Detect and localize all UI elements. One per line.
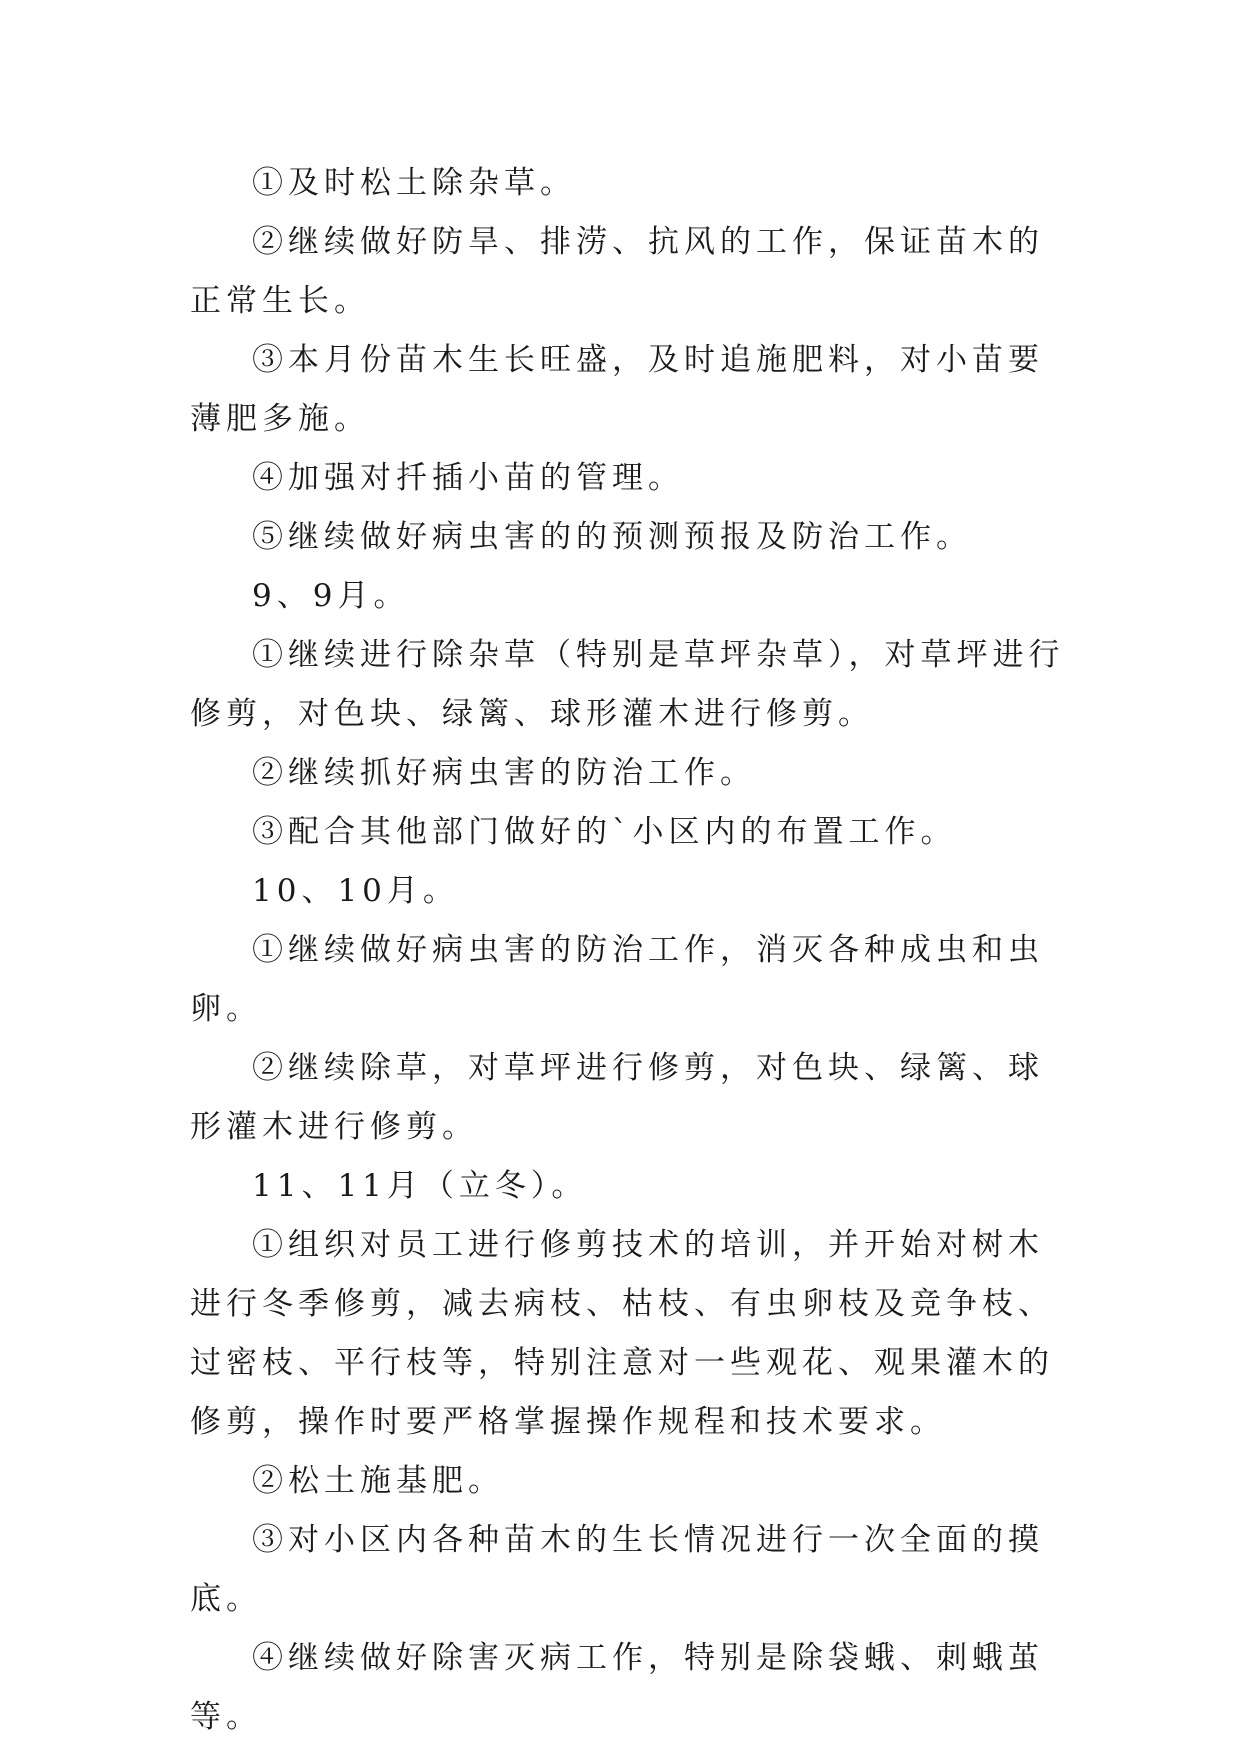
paragraph: ②继续抓好病虫害的防治工作。	[252, 755, 756, 791]
paragraph: ①继续进行除杂草（特别是草坪杂草），对草坪进行修剪，对色块、绿篱、球形灌木进行修剪。	[190, 637, 1065, 732]
section-heading-september: 9、9月。	[252, 578, 410, 614]
paragraph: ③本月份苗木生长旺盛，及时追施肥料，对小苗要薄肥多施。	[190, 342, 1044, 437]
paragraph: ②松土施基肥。	[252, 1463, 504, 1499]
document-body	[190, 154, 1070, 1747]
paragraph: ①继续做好病虫害的防治工作，消灭各种成虫和虫卵。	[190, 932, 1044, 1027]
paragraph: ④加强对扦插小苗的管理。	[252, 460, 684, 496]
paragraph: ④继续做好除害灭病工作，特别是除袋蛾、刺蛾茧等。	[190, 1640, 1044, 1735]
paragraph: ②继续除草，对草坪进行修剪，对色块、绿篱、球形灌木进行修剪。	[190, 1050, 1044, 1145]
paragraph: ①组织对员工进行修剪技术的培训，并开始对树木进行冬季修剪，减去病枝、枯枝、有虫卵枝及竞争枝、过密枝、平行枝等，特别注意对一些观花、观果灌木的修剪，操作时要严格掌握操作规程和技术要求。	[190, 1227, 1054, 1440]
paragraph: ②继续做好防旱、排涝、抗风的工作，保证苗木的正常生长。	[190, 224, 1044, 319]
paragraph: ③对小区内各种苗木的生长情况进行一次全面的摸底。	[190, 1522, 1044, 1617]
section-heading-november: 11、11月（立冬）。	[252, 1168, 588, 1204]
section-heading-october: 10、10月。	[252, 873, 459, 909]
paragraph: ③配合其他部门做好的`小区内的布置工作。	[252, 814, 957, 850]
paragraph: ⑤继续做好病虫害的的预测预报及防治工作。	[252, 519, 972, 555]
paragraph: ①及时松土除杂草。	[252, 165, 576, 201]
